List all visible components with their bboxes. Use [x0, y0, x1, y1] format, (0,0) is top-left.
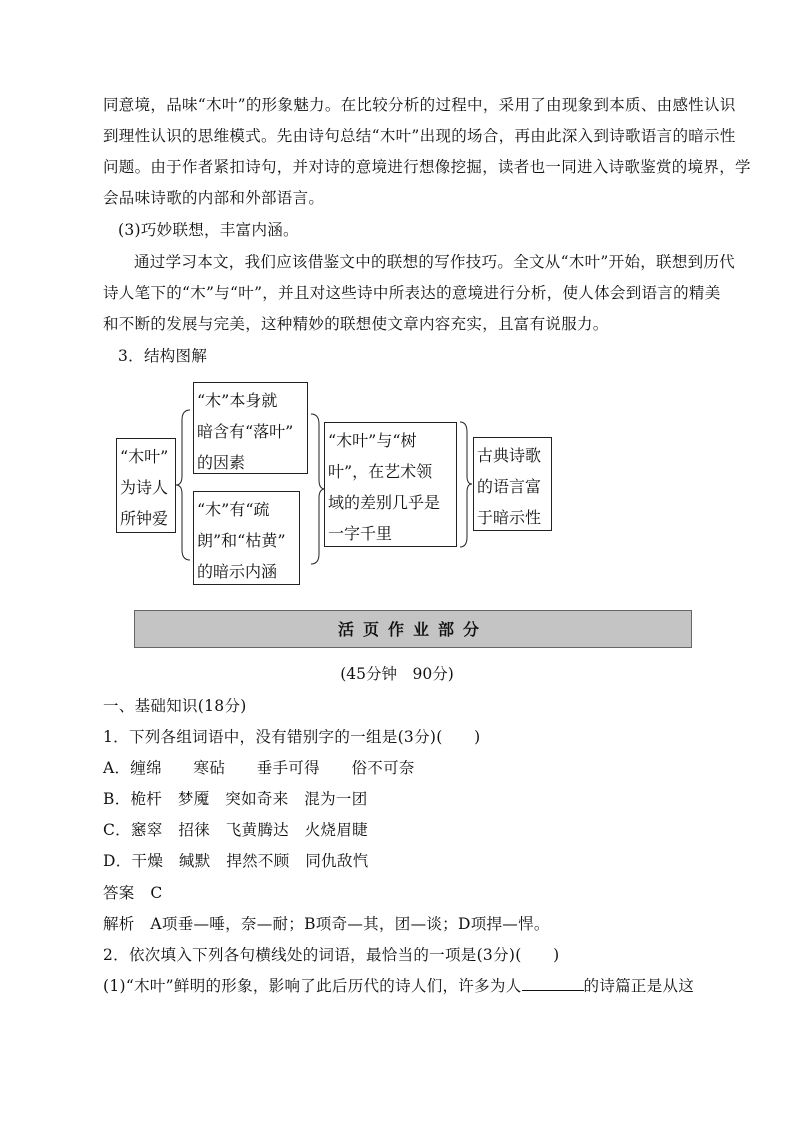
diagram-text: 于暗示性	[477, 508, 542, 527]
question-stem: 2．依次填入下列各句横线处的词语，最恰当的一项是(3分)( )	[103, 946, 560, 964]
diagram-text: 的语言富	[477, 477, 542, 496]
option-c: C．窸窣 招徕 飞黄腾达 火烧眉睫	[103, 821, 368, 839]
diagram-text: “木”本身就	[197, 391, 278, 410]
diagram-text: “木叶”	[120, 447, 169, 466]
option-a: A．缠绵 寒砧 垂手可得 俗不可奈	[103, 759, 415, 777]
paragraph-line: 通过学习本文，我们应该借鉴文中的联想的写作技巧。全文从“木叶”开始，联想到历代	[134, 253, 736, 271]
diagram-text: 为诗人	[120, 478, 169, 497]
answer: 答案 C	[103, 884, 163, 902]
diagram-box-bottom	[193, 491, 300, 585]
diagram-text: 朗”和“枯黄”	[197, 531, 286, 550]
diagram-box-left	[116, 438, 176, 533]
diagram-text: “木叶”与“树	[328, 431, 417, 450]
diagram-text: “木”有“疏	[197, 500, 270, 519]
paragraph-line: 同意境，品味“木叶”的形象魅力。在比较分析的过程中，采用了由现象到本质、由感性认识	[103, 96, 736, 114]
diagram-text: 所钟爱	[120, 509, 169, 528]
diagram-box-middle	[324, 422, 457, 547]
section-heading: 3．结构图解	[118, 347, 208, 365]
diagram-box-right	[473, 437, 552, 531]
option-d: D．干燥 缄默 捍然不顾 同仇敌忾	[103, 852, 369, 870]
diagram-box-top	[193, 382, 308, 474]
paragraph-line: 到理性认识的思维模式。先由诗句总结“木叶”出现的场合，再由此深入到诗歌语言的暗示性	[103, 127, 736, 145]
diagram-text: 域的差别几乎是	[328, 493, 441, 512]
option-b: B．桅杆 梦魇 突如奇来 混为一团	[103, 790, 368, 808]
part-heading: 一、基础知识(18分)	[103, 697, 247, 715]
paragraph-line: 问题。由于作者紧扣诗句，并对诗的意境进行想像挖掘，读者也一同进入诗歌鉴赏的境界，学	[103, 158, 751, 176]
section-banner: 活页作业部分	[134, 610, 692, 648]
diagram-text: 一字千里	[328, 524, 393, 543]
brace-right	[459, 422, 473, 547]
diagram-text: 古典诗歌	[477, 446, 542, 465]
paragraph-line: 诗人笔下的“木”与“叶”，并且对这些诗中所表达的意境进行分析，使人体会到语言的精美	[103, 284, 721, 302]
brace-left	[176, 410, 192, 560]
brace-middle	[309, 414, 325, 564]
question-stem: 1．下列各组词语中，没有错别字的一组是(3分)( )	[103, 728, 481, 746]
analysis: 解析 A项垂—唾，奈—耐；B项奇—其，团—谈；D项捍—悍。	[103, 915, 550, 933]
diagram-text: 的暗示内涵	[197, 562, 278, 581]
sentence-1-after: 的诗篇正是从这	[583, 977, 695, 995]
sentence-1	[103, 976, 694, 996]
diagram-text: 的因素	[197, 453, 246, 472]
time-score: (45分钟 90分)	[340, 665, 454, 683]
diagram-text: 暗含有“落叶”	[197, 422, 294, 441]
diagram-text: 叶”，在艺术领	[328, 462, 433, 481]
paragraph-line: 和不断的发展与完美，这种精妙的联想使文章内容充实，且富有说服力。	[103, 315, 609, 333]
subheading: (3)巧妙联想，丰富内涵。	[118, 221, 299, 239]
sentence-1-before: (1)“木叶”鲜明的形象，影响了此后历代的诗人们，许多为人	[103, 977, 522, 995]
fill-blank	[522, 976, 584, 991]
paragraph-line: 会品味诗歌的内部和外部语言。	[103, 189, 325, 207]
